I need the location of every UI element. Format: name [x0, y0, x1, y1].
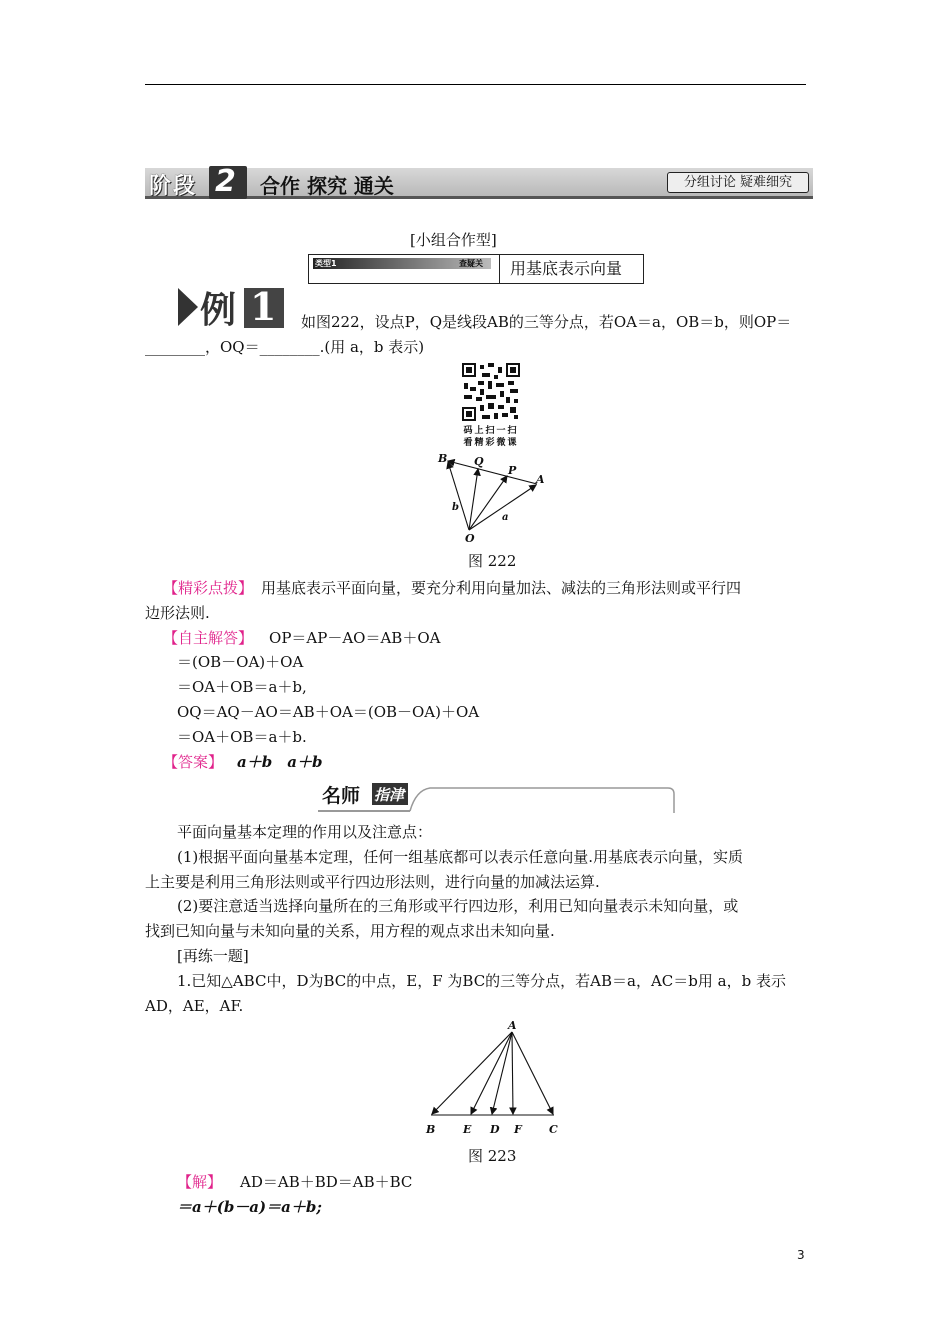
example-line-1: 如图222，设点P，Q是线段AB的三等分点，若OA＝a，OB＝b，则OP＝ [301, 313, 792, 331]
tips-p1-line-2: 上主要是利用三角形法则或平行四边形法则，进行向量的加减法运算. [145, 873, 600, 891]
figure-222-caption: 图 222 [468, 552, 517, 570]
fig2-label-B: B [426, 1123, 436, 1136]
tips-p2-line-2: 找到已知向量与未知向量的关系，用方程的观点求出未知向量. [145, 922, 555, 940]
hint-line-1 [163, 578, 741, 598]
solution-line-1 [163, 628, 440, 648]
answer-text: a＋b a＋b [237, 753, 323, 771]
tips-header [318, 780, 678, 816]
solution2-line-1 [177, 1172, 412, 1192]
figure-223 [418, 1016, 568, 1138]
fig1-label-O: O [465, 532, 475, 544]
example-line-2: ________，OQ＝________.(用 a，b 表示) [145, 338, 425, 356]
solution-line-5: ＝OA＋OB＝a＋b. [177, 728, 307, 746]
answer-line [163, 752, 322, 772]
fig2-label-C: C [549, 1123, 558, 1136]
tips-intro: 平面向量基本定理的作用以及注意点： [177, 823, 433, 841]
solution2-tag: 【解】 [177, 1173, 223, 1191]
banner-title: 合作 探究 通关 [260, 174, 394, 198]
tips-p1-line-1: (1)根据平面向量基本定理，任何一组基底都可以表示任意向量.用基底表示向量，实质 [177, 848, 744, 866]
fig1-label-P: P [508, 464, 517, 477]
banner-right-tag: 分组讨论 疑难细究 [667, 172, 809, 193]
practice-question-2: AD，AE，AF. [145, 997, 244, 1015]
fig2-label-A: A [508, 1019, 517, 1032]
example-badge-num: 1 [250, 284, 277, 329]
fig1-label-B: B [438, 452, 448, 465]
stage-banner [145, 164, 813, 200]
fig1-label-b: b [452, 502, 459, 513]
practice-question-1: 1.已知△ABC中，D为BC的中点，E，F 为BC的三等分点，若AB＝a，AC＝b用 a，b 表示 [177, 972, 786, 990]
qr-code-icon [462, 363, 520, 421]
solution-line-3: ＝OA＋OB＝a＋b, [177, 678, 307, 696]
solution-line-2: ＝(OB－OA)＋OA [177, 653, 304, 671]
type-small-left: 类型1 [315, 259, 337, 268]
qr-caption-2: 看精彩微课 [463, 438, 519, 448]
hint-tag: 【精彩点拨】 [163, 579, 254, 597]
solution-tag: 【自主解答】 [163, 629, 254, 647]
page-number: 3 [797, 1248, 805, 1262]
hint-text-1: 用基底表示平面向量，要充分利用向量加法、减法的三角形法则或平行四 [261, 579, 742, 597]
figure-223-caption: 图 223 [468, 1147, 517, 1165]
top-rule [145, 84, 806, 85]
stage-number: 2 [215, 164, 236, 199]
fig1-label-A: A [536, 473, 545, 486]
solution-line-4: OQ＝AQ－AO＝AB＋OA＝(OB－OA)＋OA [177, 703, 480, 721]
hint-line-2: 边形法则. [145, 604, 210, 622]
arrow-icon [178, 288, 200, 326]
fig2-label-D: D [490, 1123, 500, 1136]
figure-222 [428, 448, 558, 544]
fig2-label-E: E [463, 1123, 472, 1136]
solution-text-1: OP＝AP－AO＝AB＋OA [269, 629, 441, 647]
answer-tag: 【答案】 [163, 753, 224, 771]
stage-label: 阶段 [149, 174, 198, 199]
type-box [308, 254, 644, 284]
example-badge-char: 例 [200, 290, 237, 331]
type-small-right: 查疑关 [459, 259, 483, 268]
tips-p2-line-1: (2)要注意适当选择向量所在的三角形或平行四边形，利用已知向量表示未知向量，或 [177, 897, 739, 915]
practice-label: [再练一题] [177, 947, 249, 965]
qr-caption-1: 码上扫一扫 [463, 426, 519, 436]
example-badge [178, 284, 288, 331]
fig1-label-a: a [502, 512, 509, 523]
section-label: [小组合作型] [410, 231, 497, 249]
type-title: 用基底表示向量 [510, 259, 623, 278]
tips-head-1: 名师 [322, 785, 361, 807]
tips-head-2: 指津 [374, 786, 405, 804]
fig1-label-Q: Q [474, 455, 484, 468]
fig2-label-F: F [514, 1123, 522, 1136]
solution2-text-1: AD＝AB＋BD＝AB＋BC [240, 1173, 413, 1191]
solution2-line-2: ＝a＋(b－a)＝a＋b; [177, 1198, 322, 1216]
